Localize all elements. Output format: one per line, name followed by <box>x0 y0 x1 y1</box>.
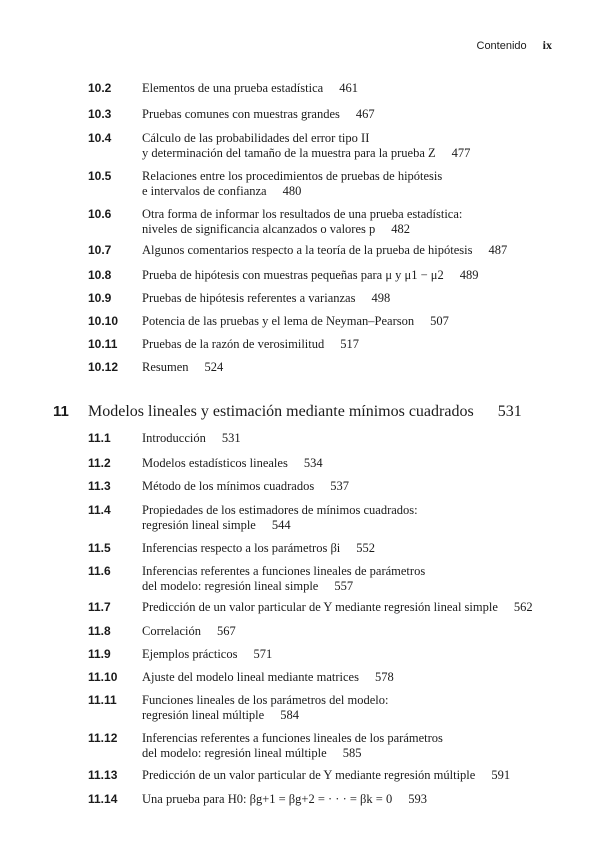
toc-entry <box>88 792 568 807</box>
section-title <box>142 268 478 283</box>
chapter-title: Modelos lineales y estimación mediante mínimos cuadrados <box>88 403 474 420</box>
section-page: 591 <box>491 768 511 782</box>
section-number: 10.5 <box>88 169 112 183</box>
section-title-line: Inferencias respecto a los parámetros βi <box>142 541 341 555</box>
section-title <box>142 647 272 662</box>
section-page: 537 <box>330 479 349 493</box>
section-title <box>142 768 510 783</box>
section-page: 480 <box>282 184 302 198</box>
section-page: 489 <box>459 268 479 282</box>
section-number: 11.1 <box>88 431 111 445</box>
section-number: 11.13 <box>88 768 118 782</box>
toc-entry <box>88 243 568 258</box>
section-title <box>142 693 388 723</box>
toc-entry <box>88 731 568 761</box>
toc-entry <box>88 107 568 122</box>
section-page: 593 <box>408 792 427 806</box>
section-title-line: Funciones lineales de los parámetros del modelo: <box>142 693 389 707</box>
section-title <box>142 670 394 685</box>
section-number: 11.11 <box>88 693 117 707</box>
section-title <box>142 107 375 122</box>
section-title <box>142 291 390 306</box>
toc-entry <box>88 360 568 375</box>
section-title <box>142 792 427 807</box>
section-number: 11.9 <box>88 647 111 661</box>
section-title <box>142 314 449 329</box>
section-title-line: Potencia de las pruebas y el lema de Neyman–Pearson <box>142 314 415 328</box>
section-title-line: Pruebas comunes con muestras grandes <box>142 107 340 121</box>
section-page: 531 <box>221 431 241 445</box>
section-title <box>142 624 236 639</box>
section-title-line: e intervalos de confianza <box>142 184 267 198</box>
section-number: 10.4 <box>88 131 112 145</box>
section-page: 567 <box>217 624 236 638</box>
section-title <box>142 564 425 594</box>
toc-entry <box>88 624 568 639</box>
section-page: 557 <box>334 579 354 593</box>
toc-entry <box>88 207 568 237</box>
section-page: 544 <box>271 518 291 532</box>
section-page: 578 <box>374 670 394 684</box>
section-page: 482 <box>391 222 410 236</box>
chapter-number: 11 <box>53 403 69 420</box>
section-title-line: Otra forma de informar los resultados de una prueba estadística: <box>142 207 463 221</box>
toc-entry <box>88 670 568 685</box>
section-title-line: Una prueba para H0: βg+1 = βg+2 = · · · = βk = 0 <box>142 792 393 806</box>
section-title <box>142 600 533 615</box>
toc-entry <box>88 337 568 352</box>
section-title-line: niveles de significancia alcanzados o valores p <box>142 222 376 236</box>
section-number: 10.8 <box>88 268 112 282</box>
toc-entry <box>88 314 568 329</box>
chapter-heading <box>53 403 522 421</box>
section-number: 11.14 <box>88 792 118 806</box>
section-number: 10.12 <box>88 360 119 374</box>
section-title-line: Método de los mínimos cuadrados <box>142 479 315 493</box>
toc-entry <box>88 693 568 723</box>
section-page: 517 <box>340 337 359 351</box>
section-number: 10.9 <box>88 291 112 305</box>
section-page: 534 <box>303 456 323 470</box>
section-title-line: Predicción de un valor particular de Y mediante regresión múltiple <box>142 768 476 782</box>
section-title-line: Ejemplos prácticos <box>142 647 238 661</box>
section-page: 467 <box>355 107 375 121</box>
section-title <box>142 243 507 258</box>
section-title <box>142 337 359 352</box>
toc-entry <box>88 81 568 96</box>
toc-entry <box>88 503 568 533</box>
section-page: 461 <box>339 81 358 95</box>
section-title-line: Pruebas de la razón de verosimilitud <box>142 337 325 351</box>
section-number: 10.2 <box>88 81 112 95</box>
toc-entry <box>88 647 568 662</box>
section-title-line: Resumen <box>142 360 189 374</box>
toc-entry <box>88 291 568 306</box>
toc-entry <box>88 431 568 446</box>
section-title <box>142 360 223 375</box>
section-page: 487 <box>488 243 508 257</box>
section-title-line: Prueba de hipótesis con muestras pequeñas para μ y μ1 − μ2 <box>142 268 444 282</box>
section-title <box>142 479 349 494</box>
section-number: 10.11 <box>88 337 118 351</box>
section-title-line: Introducción <box>142 431 206 445</box>
section-title <box>142 207 462 237</box>
section-title <box>142 541 375 556</box>
section-number: 11.7 <box>88 600 111 614</box>
section-number: 11.6 <box>88 564 111 578</box>
section-title <box>142 81 358 96</box>
section-title-line: Correlación <box>142 624 202 638</box>
section-title <box>142 131 470 161</box>
section-page: 552 <box>356 541 376 555</box>
section-number: 10.10 <box>88 314 119 328</box>
section-title-line: Inferencias referentes a funciones lineales de parámetros <box>142 564 426 578</box>
section-title-line: Algunos comentarios respecto a la teoría de la prueba de hipótesis <box>142 243 473 257</box>
section-title-line: Relaciones entre los procedimientos de pruebas de hipótesis <box>142 169 443 183</box>
toc-entry <box>88 268 568 283</box>
section-title-line: regresión lineal simple <box>142 518 256 532</box>
section-title <box>142 503 418 533</box>
section-title-line: Cálculo de las probabilidades del error tipo II <box>142 131 370 145</box>
section-number: 11.3 <box>88 479 111 493</box>
section-title <box>142 456 323 471</box>
section-page: 524 <box>204 360 224 374</box>
toc-entry <box>88 131 568 161</box>
section-page: 562 <box>513 600 533 614</box>
section-title-line: Elementos de una prueba estadística <box>142 81 324 95</box>
section-title <box>142 431 241 446</box>
running-header <box>477 38 553 53</box>
section-number: 11.5 <box>88 541 111 555</box>
section-title-line: Ajuste del modelo lineal mediante matrices <box>142 670 359 684</box>
section-title-line: Modelos estadísticos lineales <box>142 456 288 470</box>
section-page: 498 <box>371 291 391 305</box>
section-title-line: y determinación del tamaño de la muestra para la prueba Z <box>142 146 436 160</box>
section-title <box>142 731 443 761</box>
section-title-line: Predicción de un valor particular de Y mediante regresión lineal simple <box>142 600 498 614</box>
toc-entry <box>88 456 568 471</box>
section-title-line: Pruebas de hipótesis referentes a varianzas <box>142 291 356 305</box>
header-label: Contenido <box>476 40 527 52</box>
page-folio: ix <box>542 38 552 52</box>
section-title-line: del modelo: regresión lineal múltiple <box>142 746 327 760</box>
section-page: 477 <box>451 146 471 160</box>
section-number: 10.7 <box>88 243 112 257</box>
section-number: 11.2 <box>88 456 111 470</box>
section-page: 571 <box>253 647 273 661</box>
section-title-line: regresión lineal múltiple <box>142 708 265 722</box>
section-page: 584 <box>280 708 299 722</box>
toc-entry <box>88 169 568 199</box>
toc-entry <box>88 600 568 615</box>
section-title-line: Inferencias referentes a funciones lineales de los parámetros <box>142 731 443 745</box>
section-number: 11.10 <box>88 670 118 684</box>
toc-entry <box>88 768 568 783</box>
toc-entry <box>88 564 568 594</box>
section-title-line: Propiedades de los estimadores de mínimos cuadrados: <box>142 503 418 517</box>
section-number: 11.8 <box>88 624 111 638</box>
section-page: 585 <box>342 746 362 760</box>
section-number: 10.6 <box>88 207 112 221</box>
toc-entry <box>88 479 568 494</box>
section-title-line: del modelo: regresión lineal simple <box>142 579 319 593</box>
section-page: 507 <box>430 314 449 328</box>
section-number: 11.12 <box>88 731 118 745</box>
toc-entry <box>88 541 568 556</box>
chapter-page: 531 <box>497 403 522 420</box>
section-title <box>142 169 442 199</box>
section-number: 10.3 <box>88 107 112 121</box>
section-number: 11.4 <box>88 503 111 517</box>
